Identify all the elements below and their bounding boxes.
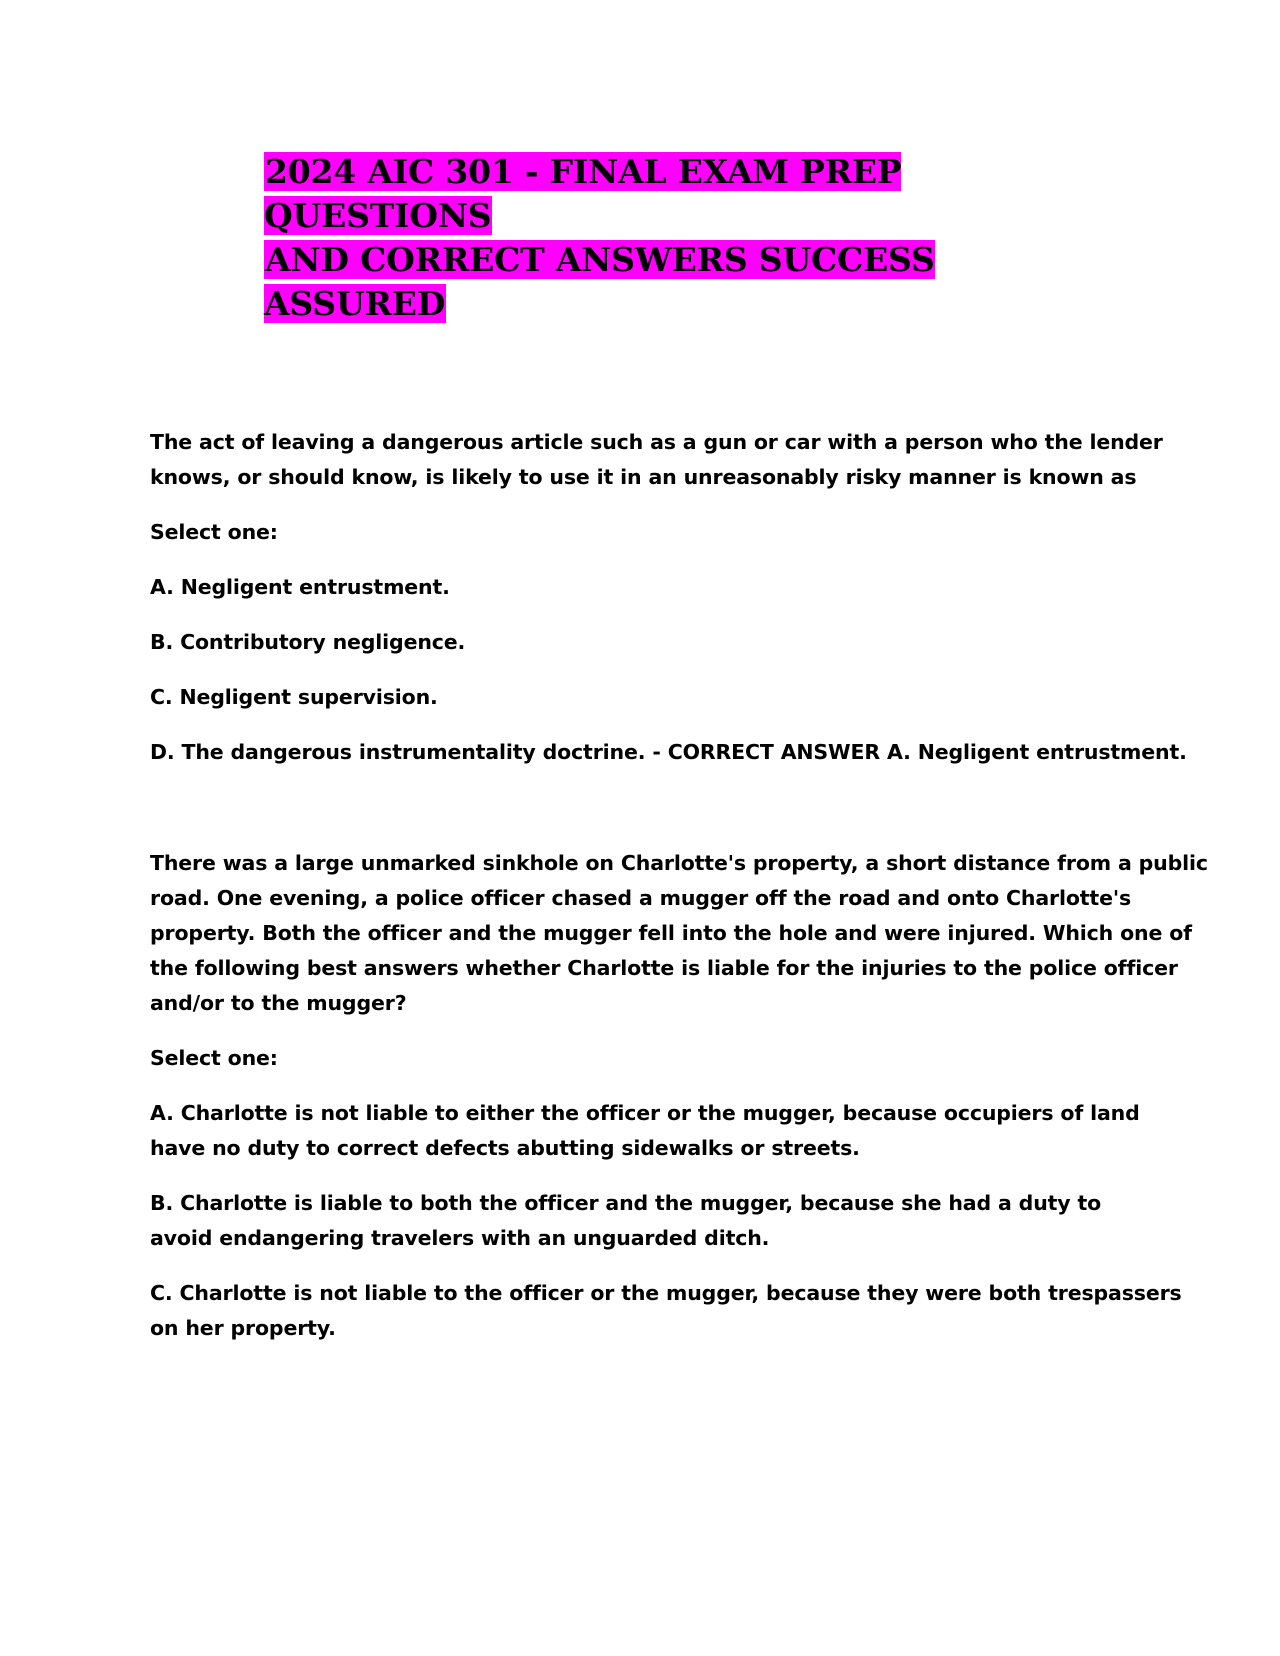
question-1-stem-line: The act of leaving a dangerous article such as a gun or car with a person who the lender bbox=[150, 430, 1163, 454]
question-2-stem bbox=[150, 846, 1208, 1021]
option-text: on her property. bbox=[150, 1316, 336, 1340]
question-2-prompt: Select one: bbox=[150, 1046, 278, 1070]
option-text: C. Negligent supervision. bbox=[150, 685, 438, 709]
option-text: avoid endangering travelers with an unguarded ditch. bbox=[150, 1226, 770, 1250]
title-line-2: AND CORRECT ANSWERS SUCCESS ASSURED bbox=[264, 240, 935, 323]
question-1-option-d bbox=[150, 735, 1187, 770]
question-2 bbox=[150, 846, 1208, 1346]
question-2-stem-line: and/or to the mugger? bbox=[150, 991, 407, 1015]
question-2-option-b bbox=[150, 1186, 1150, 1256]
option-text: have no duty to correct defects abutting sidewalks or streets. bbox=[150, 1136, 860, 1160]
document-title bbox=[264, 150, 1124, 326]
question-2-stem-line: property. Both the officer and the mugger fell into the hole and were injured. Which one of bbox=[150, 921, 1192, 945]
option-text: B. Charlotte is liable to both the officer and the mugger, because she had a duty to bbox=[150, 1191, 1102, 1215]
question-1-stem-line: knows, or should know, is likely to use it in an unreasonably risky manner is known as bbox=[150, 465, 1137, 489]
question-2-option-a bbox=[150, 1096, 1150, 1166]
question-1-option-c bbox=[150, 680, 1150, 715]
title-line-1: 2024 AIC 301 - FINAL EXAM PREP QUESTIONS bbox=[264, 152, 902, 235]
question-1 bbox=[150, 425, 1187, 770]
question-1-option-b bbox=[150, 625, 1150, 660]
question-2-stem-line: road. One evening, a police officer chased a mugger off the road and onto Charlotte's bbox=[150, 886, 1132, 910]
option-text: A. Charlotte is not liable to either the officer or the mugger, because occupiers of land bbox=[150, 1101, 1140, 1125]
option-text: C. Charlotte is not liable to the officer or the mugger, because they were both trespassers bbox=[150, 1281, 1182, 1305]
question-1-option-a bbox=[150, 570, 1150, 605]
option-text: B. Contributory negligence. bbox=[150, 630, 466, 654]
question-2-stem-line: There was a large unmarked sinkhole on Charlotte's property, a short distance from a public bbox=[150, 851, 1208, 875]
question-2-option-c bbox=[150, 1276, 1182, 1346]
option-text: A. Negligent entrustment. bbox=[150, 575, 450, 599]
question-1-stem bbox=[150, 425, 1163, 495]
option-text: D. The dangerous instrumentality doctrine. - CORRECT ANSWER A. Negligent entrustment. bbox=[150, 740, 1187, 764]
question-1-prompt: Select one: bbox=[150, 520, 278, 544]
question-2-stem-line: the following best answers whether Charlotte is liable for the injuries to the police officer bbox=[150, 956, 1178, 980]
